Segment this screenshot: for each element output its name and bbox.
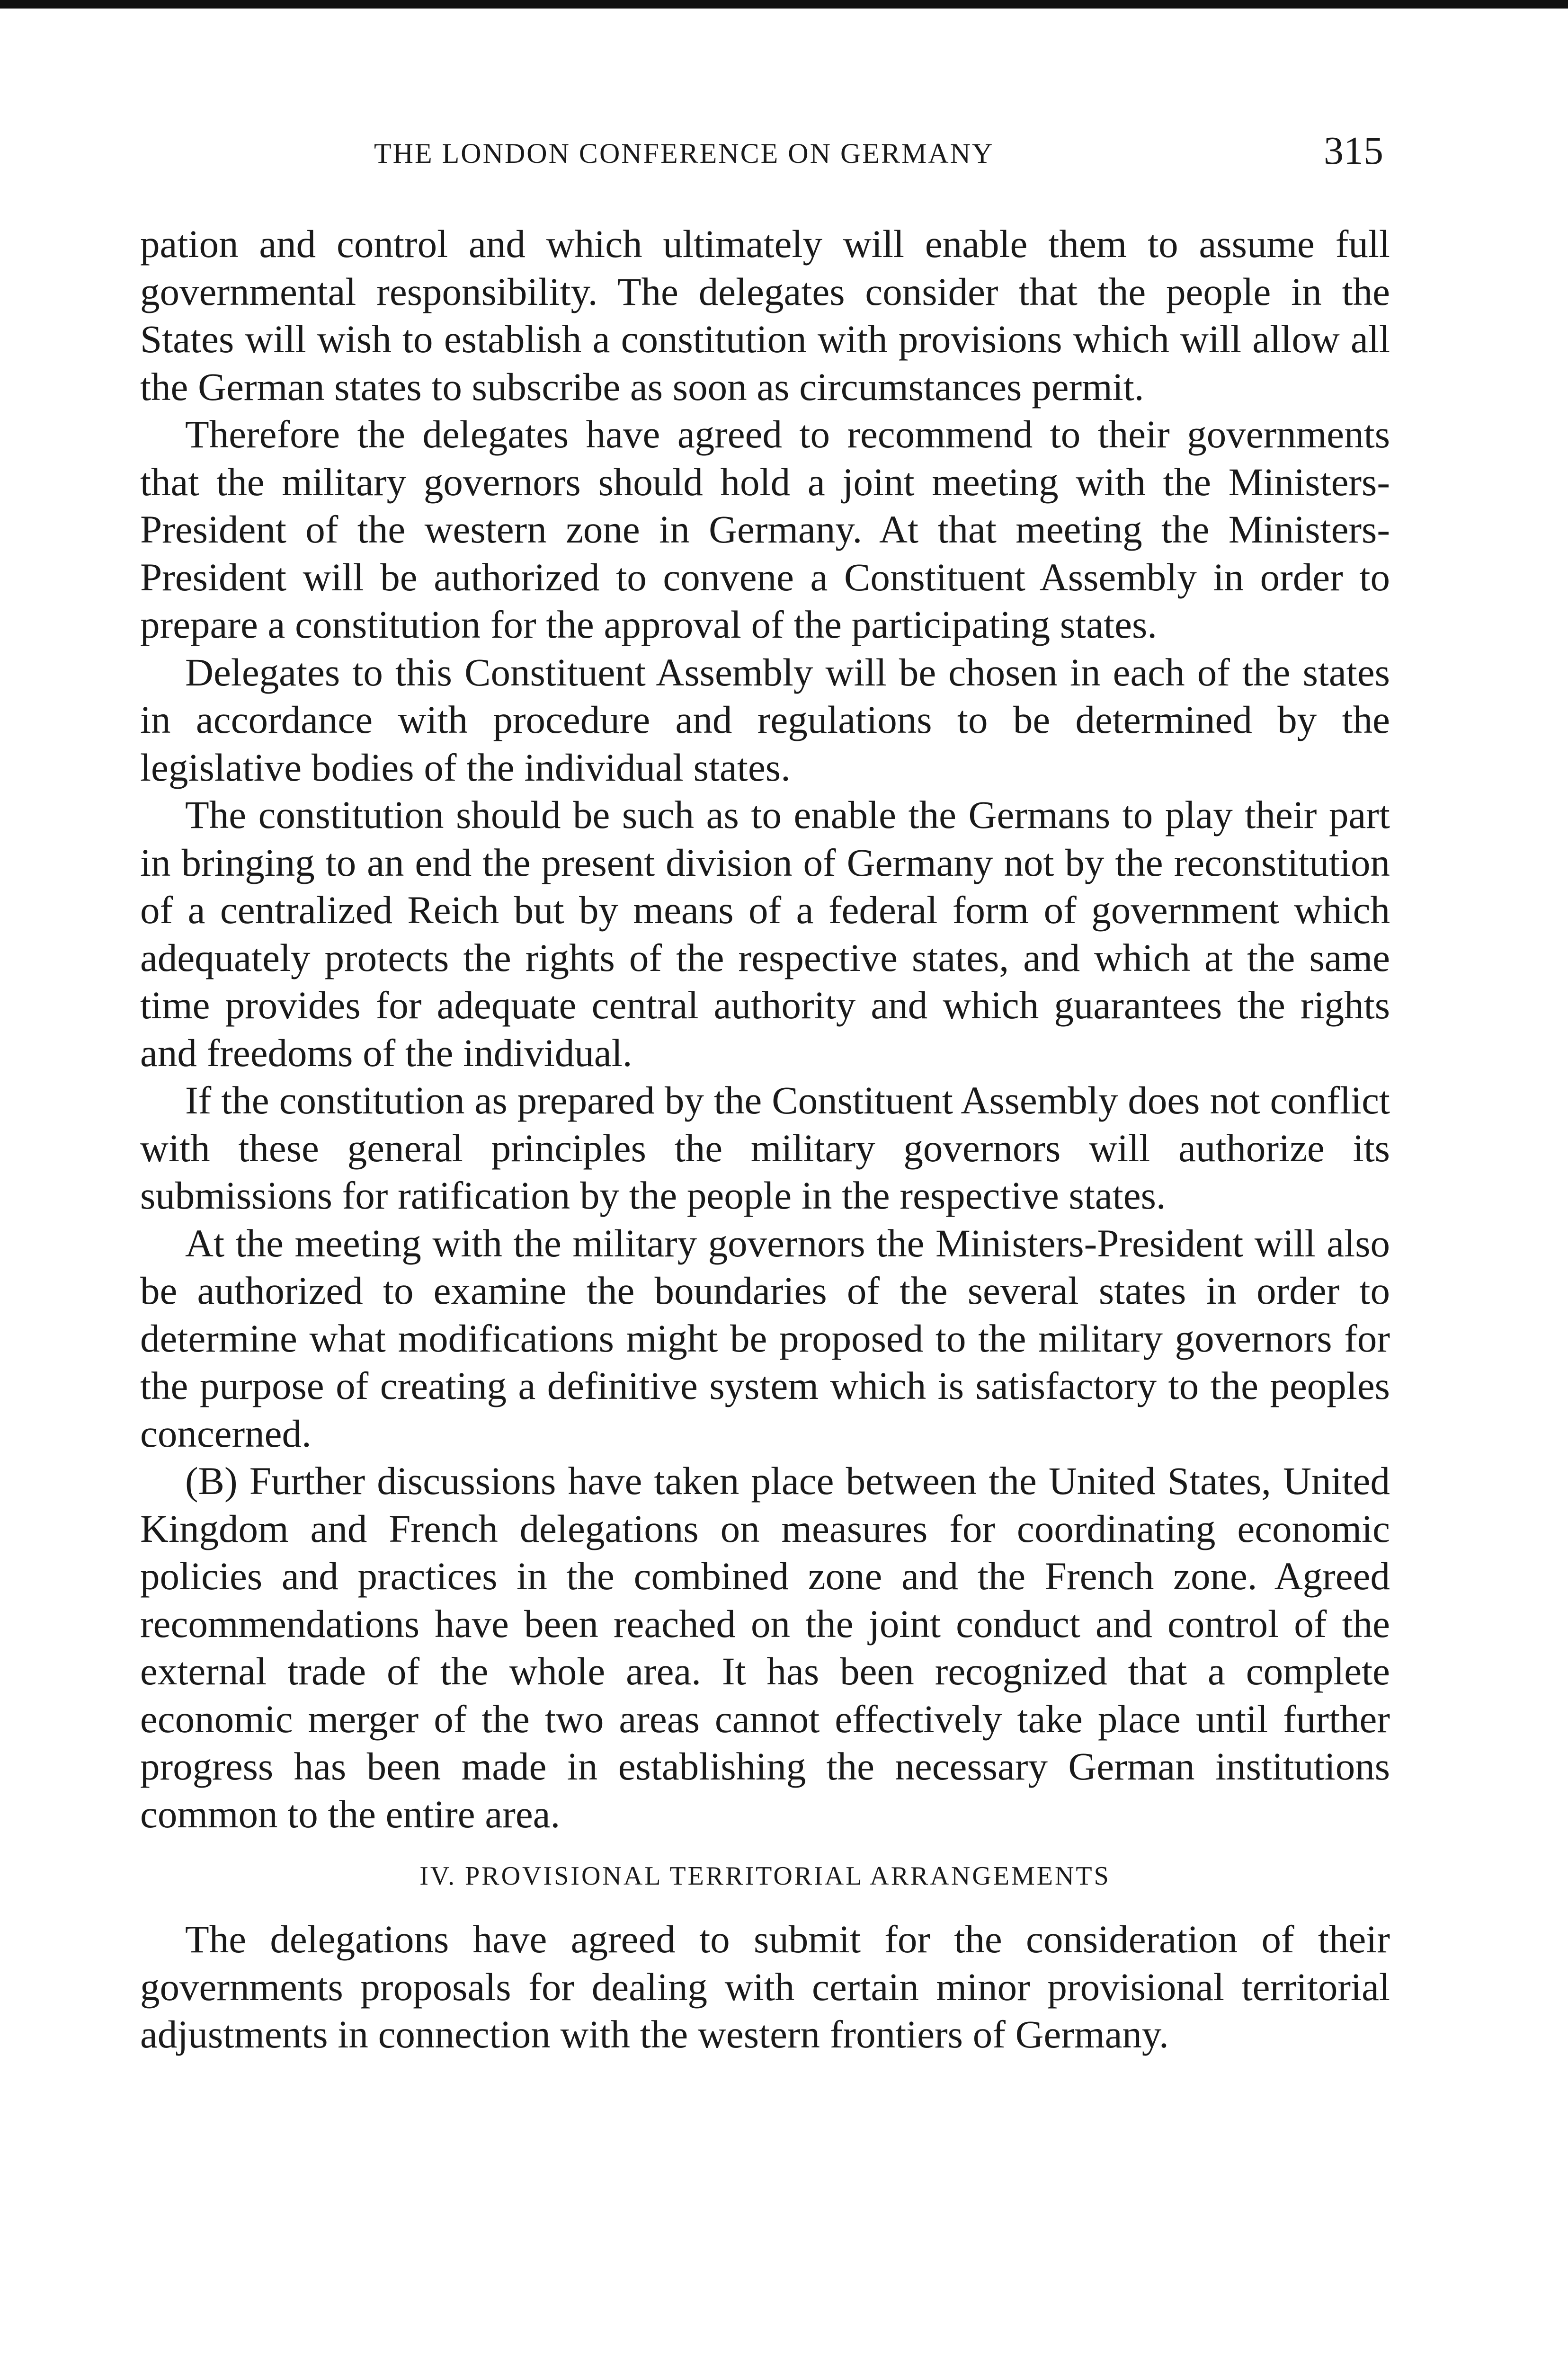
paragraph: If the constitution as prepared by the Constituent Assembly does not conflict with these general principles the military governors will authorize its submissions for ratification by the people in the respective states.	[140, 1078, 1390, 1217]
page-number: 315	[1324, 129, 1383, 173]
paragraph: The constitution should be such as to enable the Germans to play their part in bringing to an end the present division of Germany not by the reconstitution of a centralized Reich but by means of a federal form of government which adequately protects the rights of the respective states, and which at the same time provides for adequate central authority and which guarantees the rights and freedoms of the individual.	[140, 793, 1390, 1075]
paragraph: Delegates to this Constituent Assembly will be chosen in each of the states in accordance with procedure and regulations to be determined by the legislative bodies of the individual states.	[140, 650, 1390, 789]
paragraph: (B) Further discussions have taken place between the United States, United Kingdom and French delegations on measures for coordinating economic policies and practices in the combined zone and the French zone. Agreed recommendations have been reached on the joint conduct and control of the external trade of the whole area. It has been recognized that a complete economic merger of the two areas cannot effectively take place until further progress has been made in establishing the necessary German institutions common to the entire area.	[140, 1459, 1390, 1836]
body-text	[140, 220, 1390, 2058]
paragraph-continued: pation and control and which ultimately will enable them to assume full governmental responsibility. The delegates consider that the people in the States will wish to establish a constitution with provisions which will allow all the German states to subscribe as soon as circumstances permit.	[140, 222, 1390, 409]
paragraph: Therefore the delegates have agreed to recommend to their governments that the military governors should hold a joint meeting with the Ministers-President of the western zone in Germany. At that meeting the Ministers-President will be authorized to convene a Constituent Assembly in order to prepare a constitution for the approval of the participating states.	[140, 412, 1390, 646]
running-title: THE LONDON CONFERENCE ON GERMANY	[374, 138, 994, 169]
paragraph: At the meeting with the military governors the Ministers-President will also be authorized to examine the boundaries of the several states in order to determine what modifications might be proposed to the military governors for the purpose of creating a definitive system which is satisfactory to the peoples concerned.	[140, 1221, 1390, 1455]
section-heading: IV. PROVISIONAL TERRITORIAL ARRANGEMENTS	[419, 1861, 1111, 1891]
section-paragraph: The delegations have agreed to submit for the consideration of their governments proposals for dealing with certain minor provisional territorial adjustments in connection with the western frontiers of Germany.	[140, 1917, 1390, 2056]
top-border	[0, 0, 1568, 9]
